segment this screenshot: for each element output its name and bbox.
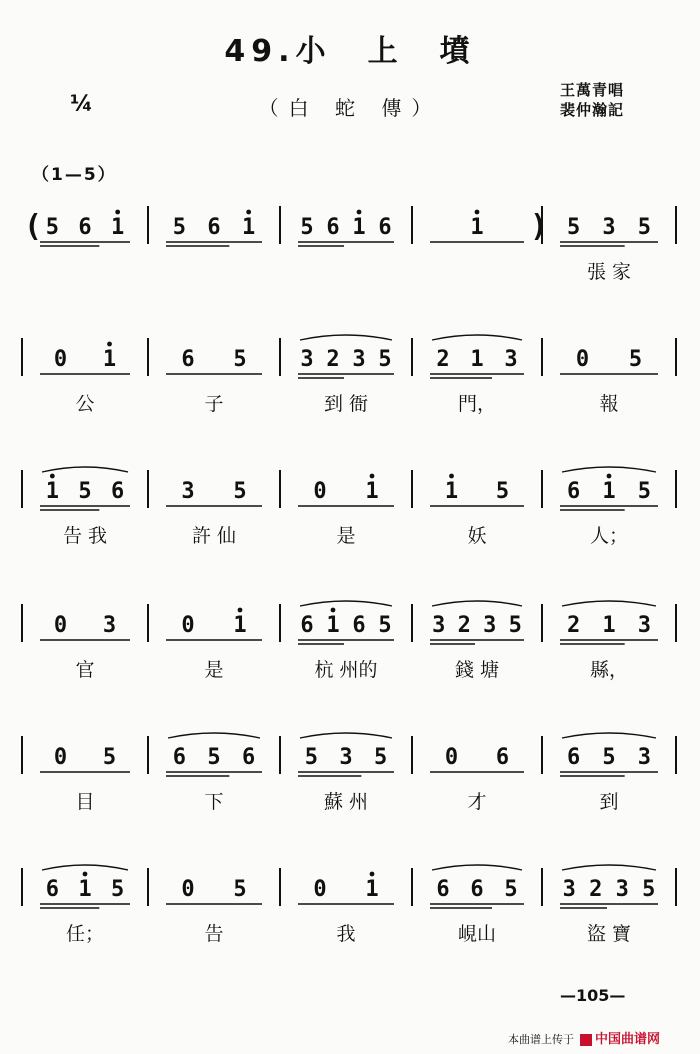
lyric: 錢 塘 bbox=[454, 659, 500, 681]
note: 5 bbox=[233, 479, 247, 504]
note: 3 bbox=[615, 877, 629, 902]
note: 1 bbox=[365, 479, 379, 504]
note: 3 bbox=[352, 347, 366, 372]
note: 1 bbox=[111, 215, 125, 240]
slur bbox=[432, 601, 522, 606]
note: 1 bbox=[365, 877, 379, 902]
note: 5 bbox=[102, 745, 117, 770]
note: 5 bbox=[45, 215, 59, 240]
note: 5 bbox=[111, 877, 125, 902]
high-octave-dot bbox=[246, 210, 251, 215]
lyric: 門， bbox=[457, 393, 497, 415]
note: 5 bbox=[637, 215, 651, 240]
transcriber-credit: 裴仲瀚記 bbox=[560, 101, 625, 119]
slur bbox=[562, 733, 656, 738]
note: 6 bbox=[378, 215, 392, 240]
note: 1 bbox=[444, 479, 459, 504]
note: 1 bbox=[45, 479, 59, 504]
slur bbox=[562, 865, 656, 870]
slur bbox=[432, 335, 522, 340]
note: 5 bbox=[300, 215, 314, 240]
note: 3 bbox=[432, 613, 446, 638]
lyric: 目 bbox=[75, 791, 95, 813]
lyric: 縣， bbox=[589, 659, 629, 681]
site-logo-icon bbox=[580, 1034, 592, 1046]
note: 2 bbox=[589, 877, 603, 902]
note: 5 bbox=[207, 745, 221, 770]
lyric: 是 bbox=[204, 659, 224, 681]
note: 3 bbox=[562, 877, 576, 902]
high-octave-dot bbox=[370, 474, 375, 479]
lyric: 到 衙 bbox=[323, 393, 369, 415]
high-octave-dot bbox=[50, 474, 55, 479]
note: 3 bbox=[339, 745, 353, 770]
lyric: 官 bbox=[75, 659, 95, 681]
note: 1 bbox=[242, 215, 256, 240]
lyric: 妖 bbox=[467, 525, 487, 547]
note: 1 bbox=[470, 347, 484, 372]
note: 0 bbox=[575, 347, 590, 372]
site-name: 中国曲谱网 bbox=[595, 1032, 661, 1047]
note: 5 bbox=[567, 215, 581, 240]
note: 6 bbox=[567, 479, 581, 504]
note: 3 bbox=[602, 215, 616, 240]
lyric: 告 bbox=[204, 923, 224, 945]
note: 5 bbox=[637, 479, 651, 504]
note: 3 bbox=[102, 613, 117, 638]
note: 6 bbox=[207, 215, 221, 240]
lyric: 公 bbox=[75, 393, 95, 415]
note: 6 bbox=[172, 745, 186, 770]
slur bbox=[42, 865, 128, 870]
lyric: 人； bbox=[589, 525, 629, 547]
note: 5 bbox=[495, 479, 510, 504]
high-octave-dot bbox=[83, 872, 88, 877]
note: 3 bbox=[300, 347, 314, 372]
note: 5 bbox=[378, 347, 392, 372]
note: 3 bbox=[637, 745, 651, 770]
note: 2 bbox=[567, 613, 581, 638]
note: 5 bbox=[602, 745, 616, 770]
lyric: 到 bbox=[599, 791, 619, 813]
note: 0 bbox=[313, 479, 327, 504]
note: 1 bbox=[602, 613, 616, 638]
footer bbox=[508, 1028, 660, 1047]
note: 3 bbox=[181, 479, 195, 504]
lyric: 是 bbox=[336, 525, 356, 547]
note: 0 bbox=[181, 877, 195, 902]
lyric: 下 bbox=[204, 791, 224, 813]
slur bbox=[300, 733, 392, 738]
note: 1 bbox=[470, 215, 484, 240]
note: 5 bbox=[304, 745, 318, 770]
paren-close: ) bbox=[530, 209, 549, 244]
slur bbox=[300, 601, 392, 606]
note: 6 bbox=[470, 877, 484, 902]
singer-credit: 王萬青唱 bbox=[560, 81, 625, 99]
note: 1 bbox=[352, 215, 366, 240]
note: 5 bbox=[172, 215, 186, 240]
lyric: 盜 寶 bbox=[586, 923, 632, 945]
note: 0 bbox=[53, 613, 68, 638]
note: 3 bbox=[504, 347, 518, 372]
note: 6 bbox=[436, 877, 450, 902]
note: 6 bbox=[495, 745, 510, 770]
lyric: 才 bbox=[467, 791, 487, 813]
lyric: 峴山 bbox=[457, 923, 497, 945]
note: 0 bbox=[53, 347, 68, 372]
note: 2 bbox=[436, 347, 450, 372]
high-octave-dot bbox=[357, 210, 362, 215]
note: 0 bbox=[53, 745, 68, 770]
note: 5 bbox=[233, 347, 247, 372]
note: 6 bbox=[78, 215, 92, 240]
high-octave-dot bbox=[107, 342, 112, 347]
note: 1 bbox=[102, 347, 117, 372]
note: 3 bbox=[637, 613, 651, 638]
slur bbox=[168, 733, 260, 738]
note: 6 bbox=[300, 613, 314, 638]
note: 1 bbox=[326, 613, 340, 638]
lyric: 張 家 bbox=[586, 261, 632, 283]
slur bbox=[432, 865, 522, 870]
upload-note: 本曲谱上传于 bbox=[508, 1033, 574, 1046]
high-octave-dot bbox=[370, 872, 375, 877]
lyric: 任； bbox=[65, 923, 105, 945]
lyric: 許 仙 bbox=[191, 525, 237, 547]
note: 0 bbox=[313, 877, 327, 902]
note: 6 bbox=[45, 877, 59, 902]
note: 6 bbox=[242, 745, 256, 770]
note: 6 bbox=[181, 347, 195, 372]
note: 0 bbox=[181, 613, 195, 638]
lyric: 報 bbox=[599, 393, 619, 415]
high-octave-dot bbox=[331, 608, 336, 613]
lyric: 子 bbox=[204, 393, 224, 415]
lyric: 我 bbox=[336, 923, 356, 945]
slur bbox=[42, 467, 128, 472]
high-octave-dot bbox=[607, 474, 612, 479]
song-title: 49.小 上 墳 bbox=[224, 34, 476, 69]
time-signature: ¼ bbox=[70, 92, 93, 117]
intro-label: （1—5） bbox=[32, 165, 117, 185]
high-octave-dot bbox=[449, 474, 454, 479]
note: 6 bbox=[111, 479, 125, 504]
note: 2 bbox=[457, 613, 471, 638]
note: 5 bbox=[78, 479, 92, 504]
high-octave-dot bbox=[115, 210, 120, 215]
note: 1 bbox=[602, 479, 616, 504]
note: 6 bbox=[567, 745, 581, 770]
lyric: 告 我 bbox=[62, 525, 108, 547]
lyric: 蘇 州 bbox=[323, 791, 369, 813]
note: 5 bbox=[378, 613, 392, 638]
slur bbox=[562, 467, 656, 472]
slur bbox=[562, 601, 656, 606]
note: 5 bbox=[233, 877, 247, 902]
note: 5 bbox=[508, 613, 522, 638]
note: 1 bbox=[233, 613, 247, 638]
note: 6 bbox=[352, 613, 366, 638]
note: 1 bbox=[78, 877, 92, 902]
opera-subtitle: （白 蛇 傳） bbox=[258, 96, 442, 120]
high-octave-dot bbox=[475, 210, 480, 215]
note: 5 bbox=[628, 347, 643, 372]
note: 3 bbox=[483, 613, 497, 638]
paren-open: ( bbox=[24, 209, 43, 244]
slur bbox=[300, 335, 392, 340]
lyric: 杭 州的 bbox=[314, 659, 378, 681]
high-octave-dot bbox=[238, 608, 243, 613]
note: 0 bbox=[444, 745, 459, 770]
note: 2 bbox=[326, 347, 340, 372]
note: 5 bbox=[374, 745, 388, 770]
page-number: —105— bbox=[560, 986, 626, 1005]
note: 5 bbox=[504, 877, 518, 902]
note: 6 bbox=[326, 215, 340, 240]
note: 5 bbox=[642, 877, 656, 902]
